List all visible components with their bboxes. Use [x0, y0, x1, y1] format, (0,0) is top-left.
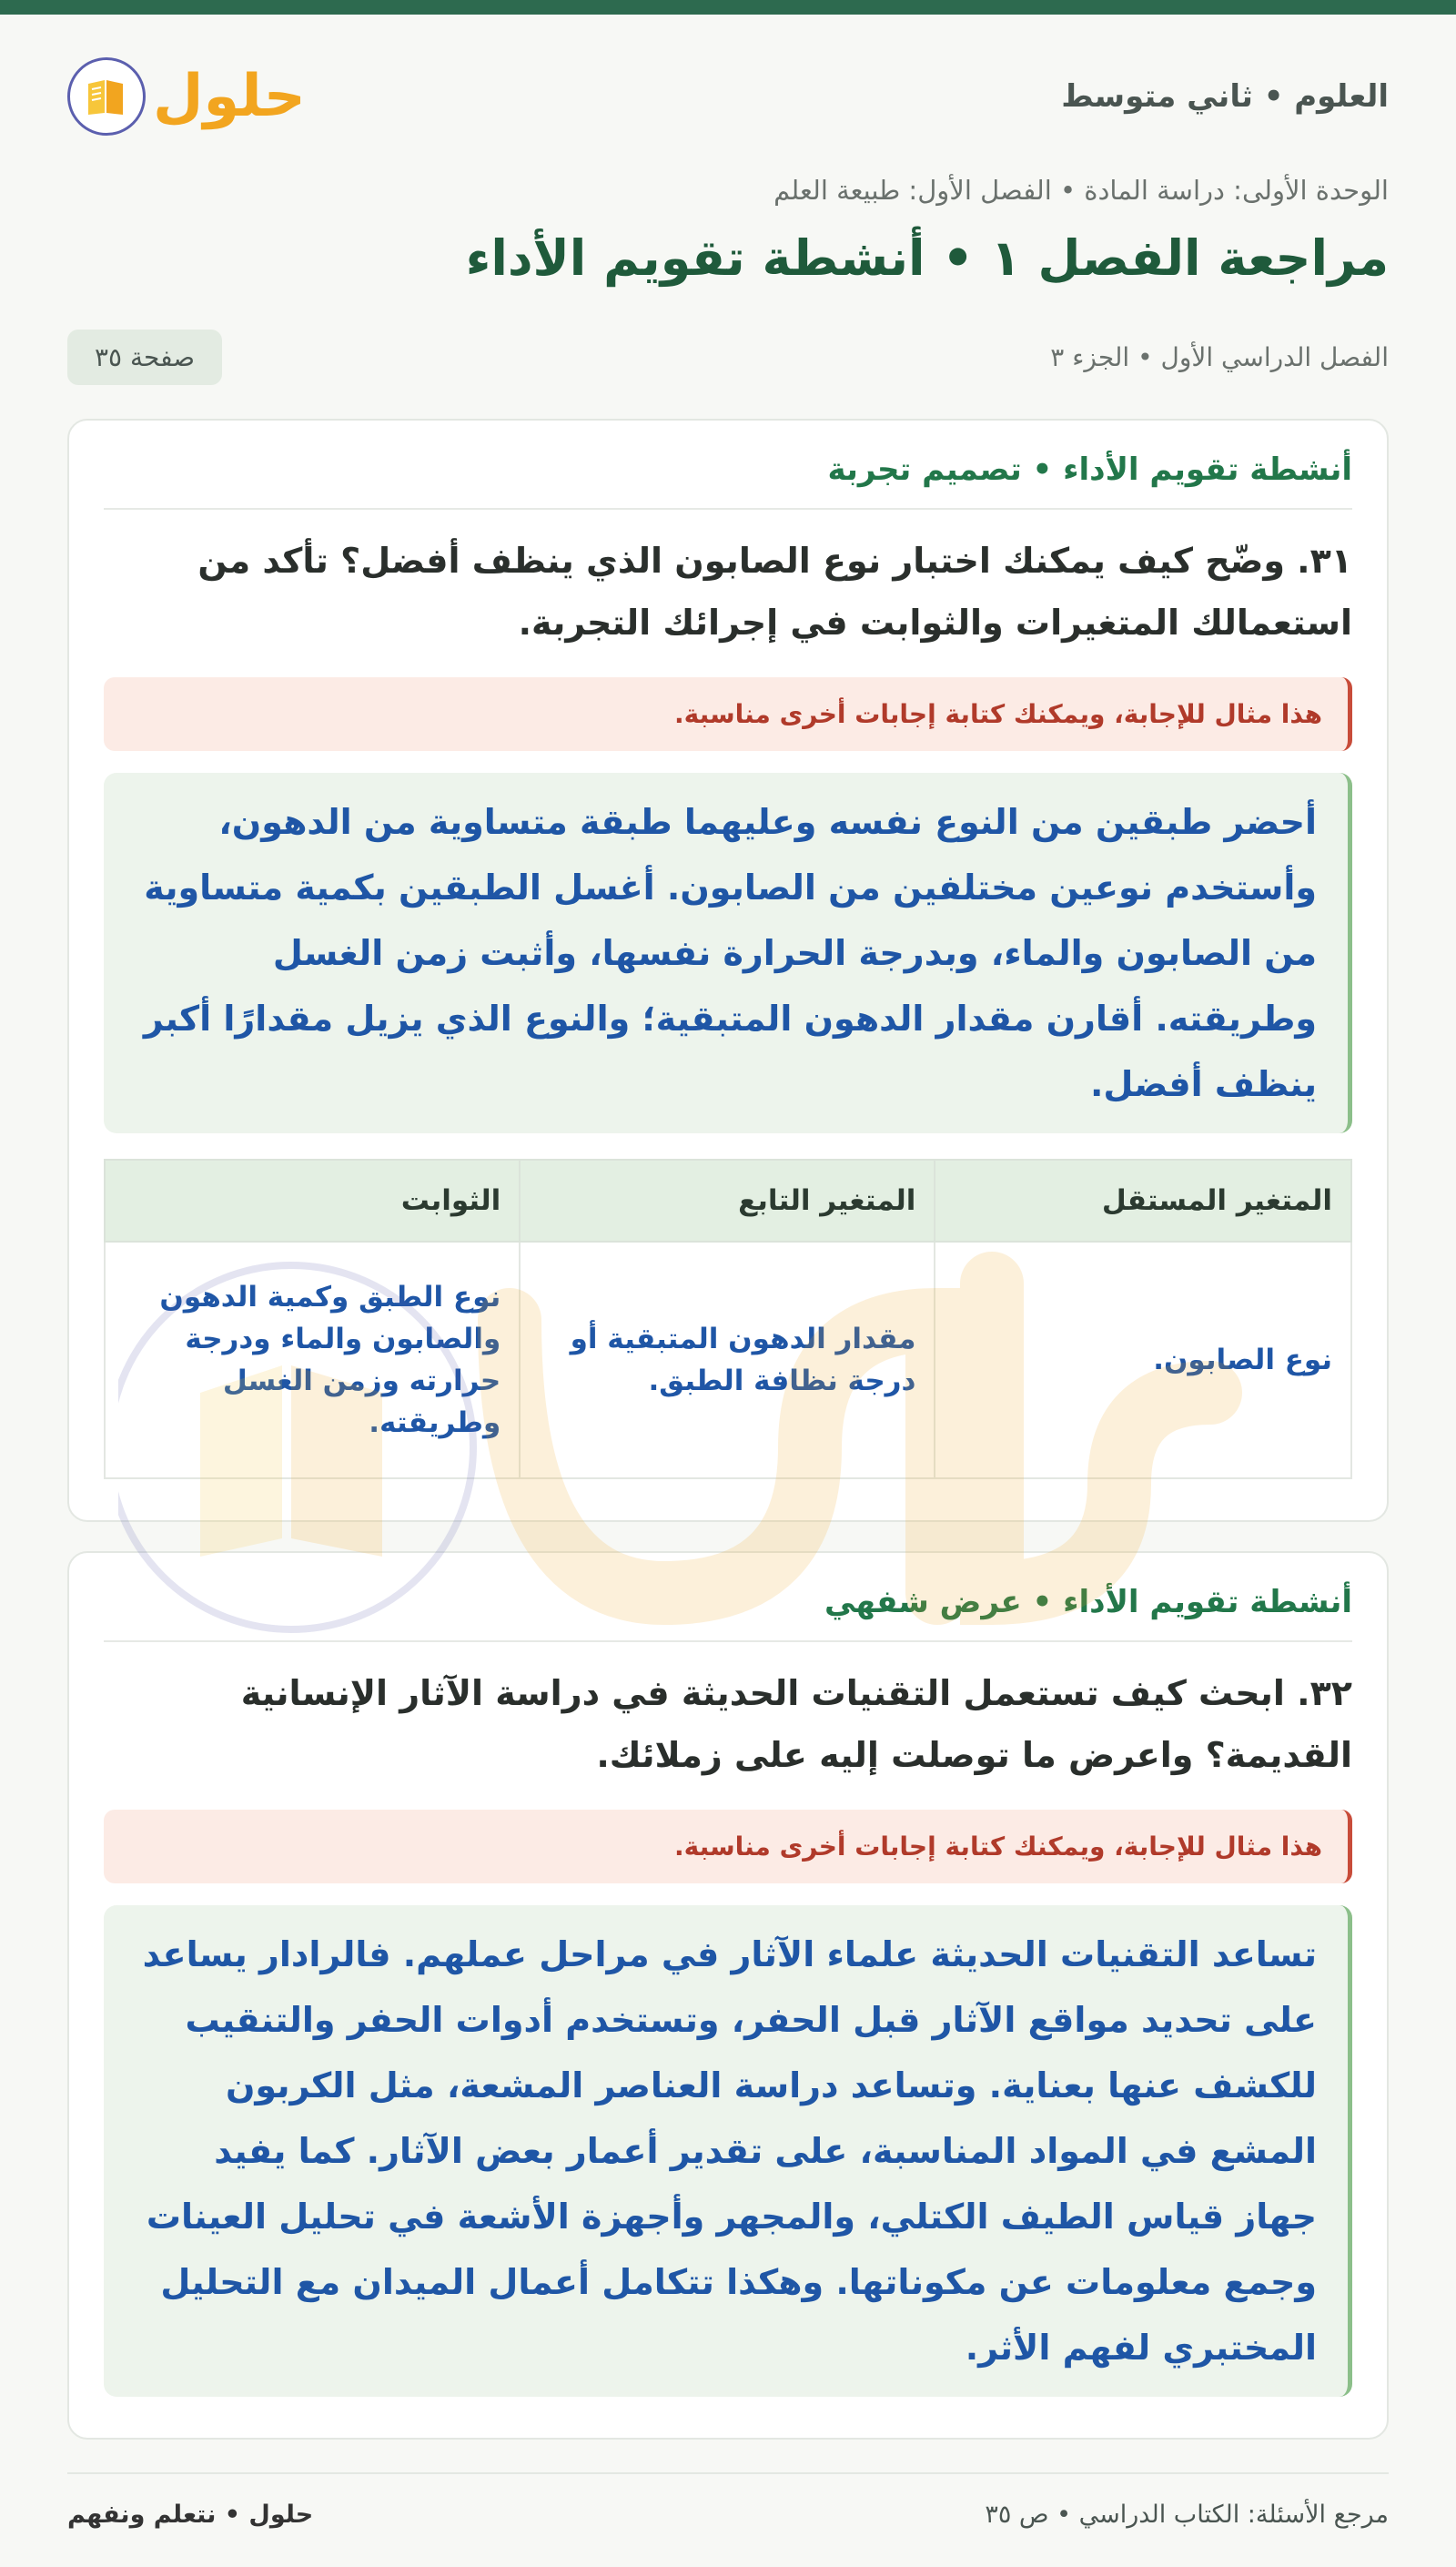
answer-note: هذا مثال للإجابة، ويمكنك كتابة إجابات أخرى مناسبة. — [104, 1810, 1352, 1883]
section-card-design-experiment — [67, 419, 1389, 1522]
answer-32: تساعد التقنيات الحديثة علماء الآثار في مراحل عملهم. فالرادار يساعد على تحديد مواقع الآثار قبل الحفر، وتستخدم أدوات الحفر والتنقيب للكشف عنها بعناية. وتساعد دراسة العناصر المشعة، مثل الكربون المشع في المواد المناسبة، على تقدير أعمار بعض الآثار. كما يفيد جهاز قياس الطيف الكتلي، والمجهر وأجهزة الأشعة في تحليل العينات وجمع معلومات عن مكوناتها. وهكذا تتكامل أعمال الميدان مع التحليل المختبري لفهم الأثر. — [104, 1905, 1352, 2397]
logo-text: حلول — [153, 63, 306, 130]
book-icon — [67, 57, 146, 136]
header-independent-variable: المتغير المستقل — [935, 1160, 1351, 1242]
section-card-oral-presentation — [67, 1551, 1389, 2440]
term-label: الفصل الدراسي الأول • الجزء ٣ — [1050, 341, 1389, 372]
page-number-badge: صفحة ٣٥ — [67, 330, 222, 385]
variables-table — [104, 1159, 1352, 1479]
subject-label: العلوم • ثاني متوسط — [1061, 78, 1389, 115]
header-constants: الثوابت — [105, 1160, 520, 1242]
section-heading: أنشطة تقويم الأداء • تصميم تجربة — [104, 421, 1352, 510]
table-row — [105, 1242, 1351, 1478]
section-heading: أنشطة تقويم الأداء • عرض شفهي — [104, 1553, 1352, 1642]
table-header-row — [105, 1160, 1351, 1242]
meta-row — [67, 326, 1389, 388]
question-32: ٣٢. ابحث كيف تستعمل التقنيات الحديثة في دراسة الآثار الإنسانية القديمة؟ واعرض ما توصلت إليه على زملائك. — [240, 1673, 1352, 1775]
cell-independent-variable: نوع الصابون. — [935, 1242, 1351, 1478]
header-dependent-variable: المتغير التابع — [520, 1160, 935, 1242]
page-header — [67, 51, 1389, 142]
answer-note: هذا مثال للإجابة، ويمكنك كتابة إجابات أخرى مناسبة. — [104, 677, 1352, 751]
cell-dependent-variable: مقدار الدهون المتبقية أو درجة نظافة الطبق. — [520, 1242, 935, 1478]
page-footer — [67, 2496, 1389, 2532]
footer-reference: مرجع الأسئلة: الكتاب الدراسي • ص ٣٥ — [985, 2500, 1389, 2529]
page-title: مراجعة الفصل ١ • أنشطة تقويم الأداء — [465, 229, 1389, 287]
footer-brand: حلول • نتعلم ونفهم — [67, 2500, 314, 2529]
top-accent-bar — [0, 0, 1456, 15]
question-31: ٣١. وضّح كيف يمكنك اختبار نوع الصابون الذي ينظف أفضل؟ تأكد من استعمالك المتغيرات والثوابت في إجرائك التجربة. — [197, 541, 1352, 643]
cell-constants: نوع الطبق وكمية الدهون والصابون والماء ودرجة حرارته وزمن الغسل وطريقته. — [105, 1242, 520, 1478]
breadcrumb: الوحدة الأولى: دراسة المادة • الفصل الأول: طبيعة العلم — [774, 175, 1389, 206]
answer-31: أحضر طبقين من النوع نفسه وعليهما طبقة متساوية من الدهون، وأستخدم نوعين مختلفين من الصابون. أغسل الطبقين بكمية متساوية من الصابون والماء، وبدرجة الحرارة نفسها، وأثبت زمن الغسل وطريقته. أقارن مقدار الدهون المتبقية؛ والنوع الذي يزيل مقدارًا أكبر ينظف أفضل. — [104, 773, 1352, 1133]
footer-divider — [67, 2472, 1389, 2474]
brand-logo[interactable] — [67, 57, 306, 136]
